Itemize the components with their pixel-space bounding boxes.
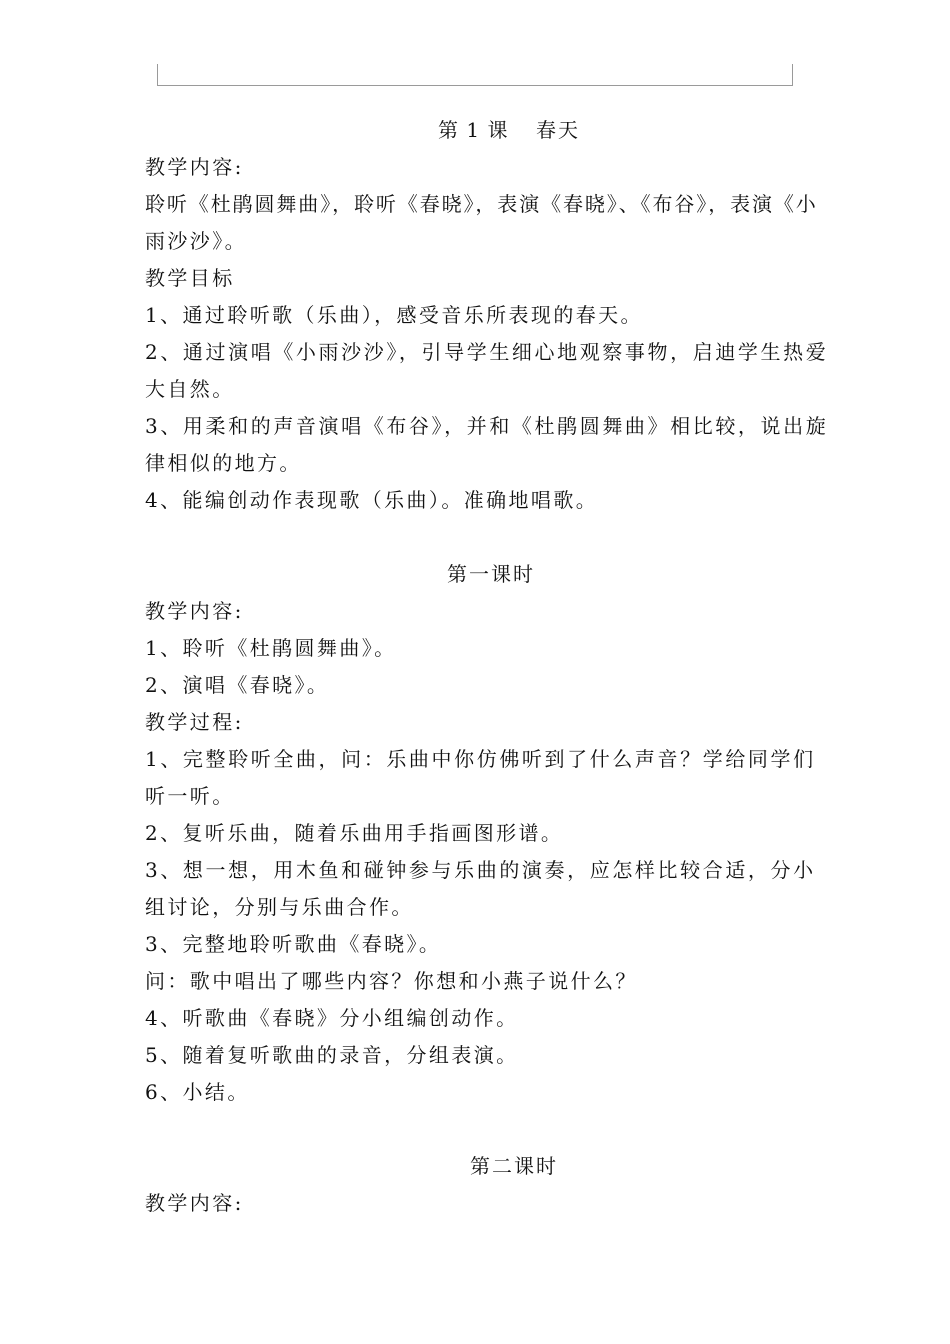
period1-content-heading: 教学内容: [145, 599, 244, 623]
goals-heading: 教学目标 [145, 266, 235, 290]
document-page [145, 112, 829, 1222]
intro-text-line: 雨沙沙》。 [145, 229, 247, 253]
lesson-number: 第 1 课 [438, 118, 509, 142]
lesson-name: 春天 [536, 118, 580, 142]
intro-text-line: 聆听《杜鹃圆舞曲》，聆听《春晓》，表演《春晓》、《布谷》，表演《小 [145, 192, 818, 216]
process-item: 5、随着复听歌曲的录音，分组表演。 [145, 1043, 519, 1067]
period1-title [145, 556, 808, 593]
process-item: 听一听。 [145, 784, 235, 808]
lesson-title [145, 112, 808, 149]
process-item: 4、听歌曲《春晓》分小组编创动作。 [145, 1006, 519, 1030]
goal-item: 2、通过演唱《小雨沙沙》，引导学生细心地观察事物，启迪学生热爱 [145, 340, 829, 364]
process-item: 3、想一想，用木鱼和碰钟参与乐曲的演奏，应怎样比较合适，分小 [145, 858, 816, 882]
period1-process-heading: 教学过程: [145, 710, 244, 734]
process-item: 6、小结。 [145, 1080, 250, 1104]
content-item: 2、演唱《春晓》。 [145, 673, 330, 697]
period2-title [145, 1148, 808, 1185]
period-title-text: 第一课时 [447, 562, 535, 586]
goal-item: 4、能编创动作表现歌（乐曲）。准确地唱歌。 [145, 488, 599, 512]
goal-item: 3、用柔和的声音演唱《布谷》，并和《杜鹃圆舞曲》相比较，说出旋 [145, 414, 829, 438]
goal-item: 大自然。 [145, 377, 235, 401]
process-item: 组讨论，分别与乐曲合作。 [145, 895, 414, 919]
process-item: 3、完整地聆听歌曲《春晓》。 [145, 932, 442, 956]
process-item: 2、复听乐曲，随着乐曲用手指画图形谱。 [145, 821, 564, 845]
content-item: 1、聆听《杜鹃圆舞曲》。 [145, 636, 397, 660]
intro-heading: 教学内容: [145, 155, 244, 179]
period2-content-heading: 教学内容: [145, 1191, 244, 1215]
process-item: 问：歌中唱出了哪些内容？你想和小燕子说什么？ [145, 969, 638, 993]
goal-item: 1、通过聆听歌（乐曲），感受音乐所表现的春天。 [145, 303, 643, 327]
goal-item: 律相似的地方。 [145, 451, 302, 475]
header-frame [157, 64, 793, 86]
process-item: 1、完整聆听全曲，问：乐曲中你仿佛听到了什么声音？学给同学们 [145, 747, 816, 771]
period-title-text: 第二课时 [470, 1154, 558, 1178]
